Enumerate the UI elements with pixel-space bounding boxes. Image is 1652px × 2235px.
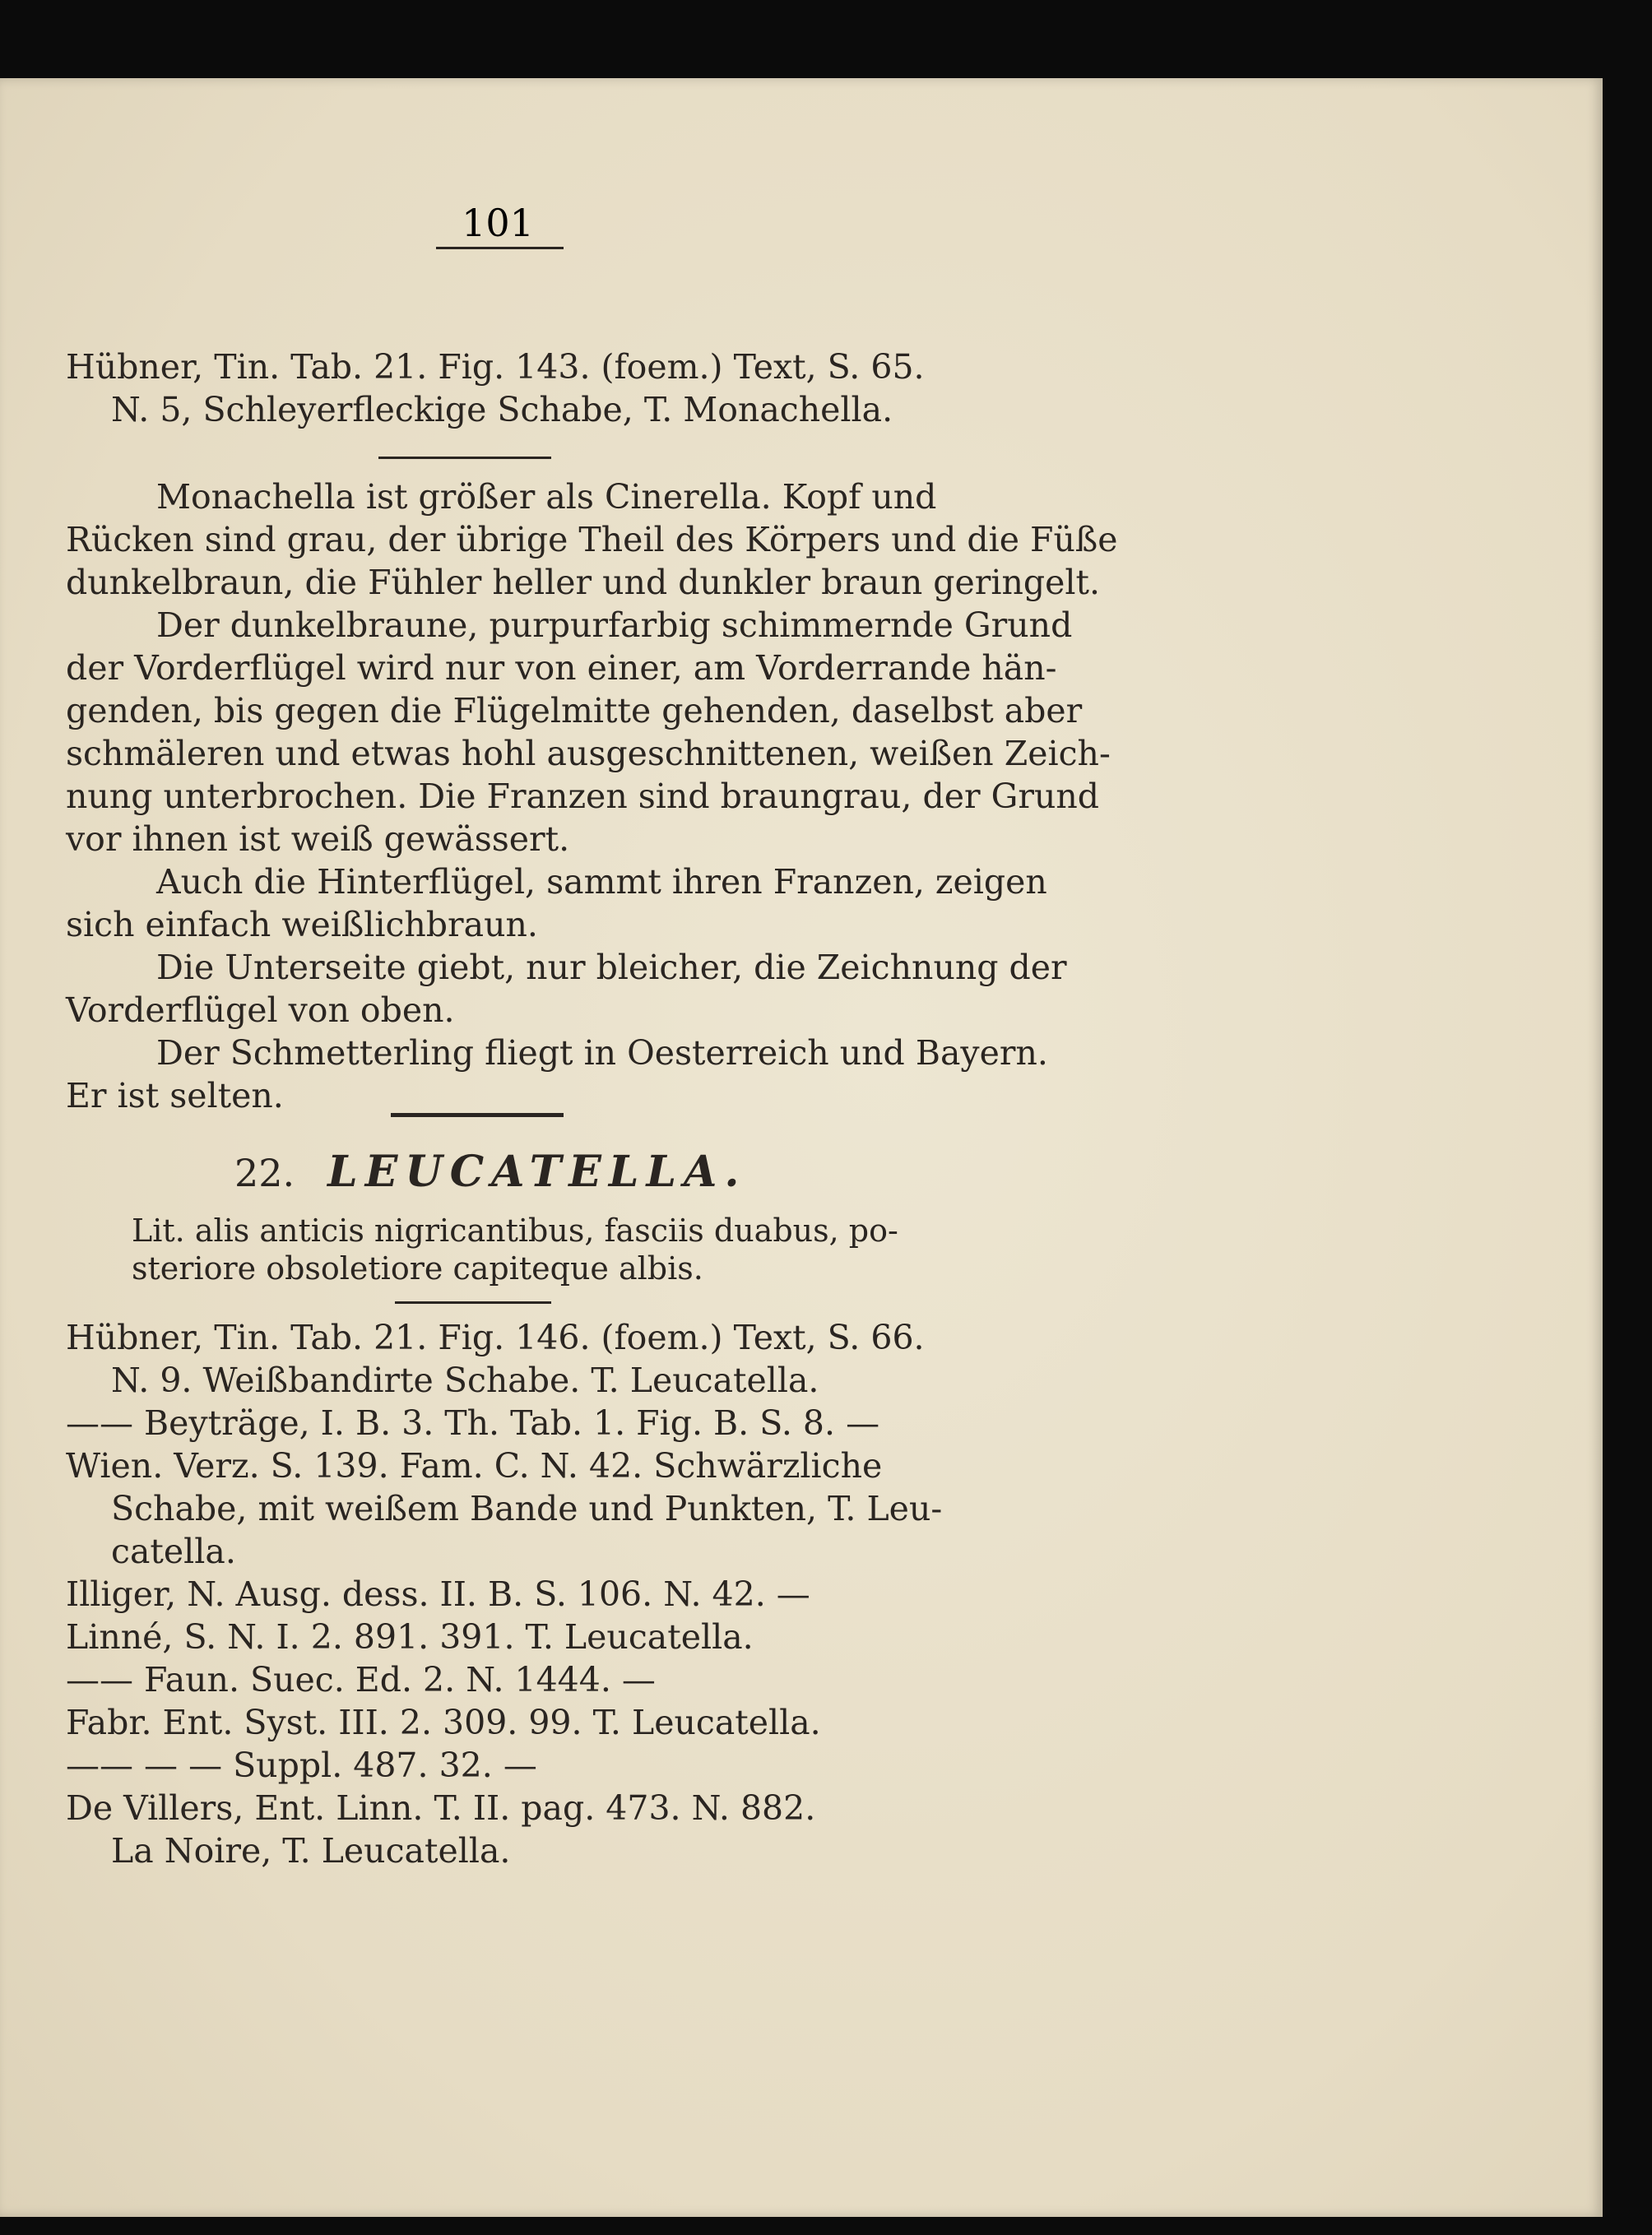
paragraph-line: genden, bis gegen die Flügelmitte gehenden, daselbst aber — [66, 691, 1083, 730]
paragraph-line: sich einfach weißlichbraun. — [66, 905, 538, 944]
page-number-rule — [436, 247, 564, 249]
reference-line: Linné, S. N. I. 2. 891. 391. T. Leucatella. — [66, 1617, 754, 1657]
reference-line: La Noire, T. Leucatella. — [111, 1831, 511, 1871]
top-reference-line-2: N. 5, Schleyerfleckige Schabe, T. Monachella. — [111, 390, 893, 429]
reference-line: Schabe, mit weißem Bande und Punkten, T. Leu- — [111, 1489, 943, 1528]
diagnosis-line-2: steriore obsoletiore capiteque albis. — [132, 1250, 703, 1287]
paragraph-line: der Vorderflügel wird nur von einer, am Vorderrande hän- — [66, 648, 1057, 688]
separator-rule-1 — [378, 457, 551, 459]
reference-line: De Villers, Ent. Linn. T. II. pag. 473. N. 882. — [66, 1788, 816, 1828]
section-heading — [234, 1148, 747, 1198]
separator-rule-3 — [395, 1301, 551, 1304]
paragraph-line: vor ihnen ist weiß gewässert. — [66, 819, 570, 859]
reference-line: catella. — [111, 1532, 236, 1571]
section-title: LEUCATELLA. — [327, 1147, 747, 1197]
paragraph-line: Der Schmetterling fliegt in Oesterreich und Bayern. — [156, 1033, 1048, 1073]
section-number: 22. — [234, 1151, 295, 1195]
reference-line: —— Faun. Suec. Ed. 2. N. 1444. — — [66, 1660, 656, 1699]
paragraph-line: Die Unterseite giebt, nur bleicher, die Zeichnung der — [156, 948, 1067, 987]
separator-rule-2 — [391, 1113, 564, 1117]
reference-line: —— — — Suppl. 487. 32. — — [66, 1746, 537, 1785]
top-reference-line-1: Hübner, Tin. Tab. 21. Fig. 143. (foem.) Text, S. 65. — [66, 347, 925, 387]
paragraph-line: Der dunkelbraune, purpurfarbig schimmernde Grund — [156, 605, 1073, 645]
paragraph-line: dunkelbraun, die Fühler heller und dunkler braun geringelt. — [66, 563, 1101, 602]
reference-line: N. 9. Weißbandirte Schabe. T. Leucatella. — [111, 1361, 819, 1400]
paragraph-line: Rücken sind grau, der übrige Theil des Körpers und die Füße — [66, 520, 1118, 559]
paragraph-line: Vorderflügel von oben. — [66, 990, 455, 1030]
reference-line: Illiger, N. Ausg. dess. II. B. S. 106. N. 42. — — [66, 1574, 810, 1614]
paragraph-line: Monachella ist größer als Cinerella. Kopf und — [156, 477, 937, 517]
paragraph-line: nung unterbrochen. Die Franzen sind braungrau, der Grund — [66, 777, 1100, 816]
reference-line: Fabr. Ent. Syst. III. 2. 309. 99. T. Leucatella. — [66, 1703, 821, 1742]
reference-line: —— Beyträge, I. B. 3. Th. Tab. 1. Fig. B. S. 8. — — [66, 1403, 880, 1443]
paragraph-line: Auch die Hinterflügel, sammt ihren Franzen, zeigen — [156, 862, 1047, 902]
paragraph-line: Er ist selten. — [66, 1076, 284, 1115]
diagnosis-line-1: Lit. alis anticis nigricantibus, fasciis duabus, po- — [132, 1213, 898, 1249]
page-number: 101 — [462, 201, 534, 245]
reference-line: Hübner, Tin. Tab. 21. Fig. 146. (foem.) Text, S. 66. — [66, 1318, 925, 1357]
reference-line: Wien. Verz. S. 139. Fam. C. N. 42. Schwärzliche — [66, 1446, 883, 1486]
paragraph-line: schmäleren und etwas hohl ausgeschnittenen, weißen Zeich- — [66, 734, 1111, 773]
